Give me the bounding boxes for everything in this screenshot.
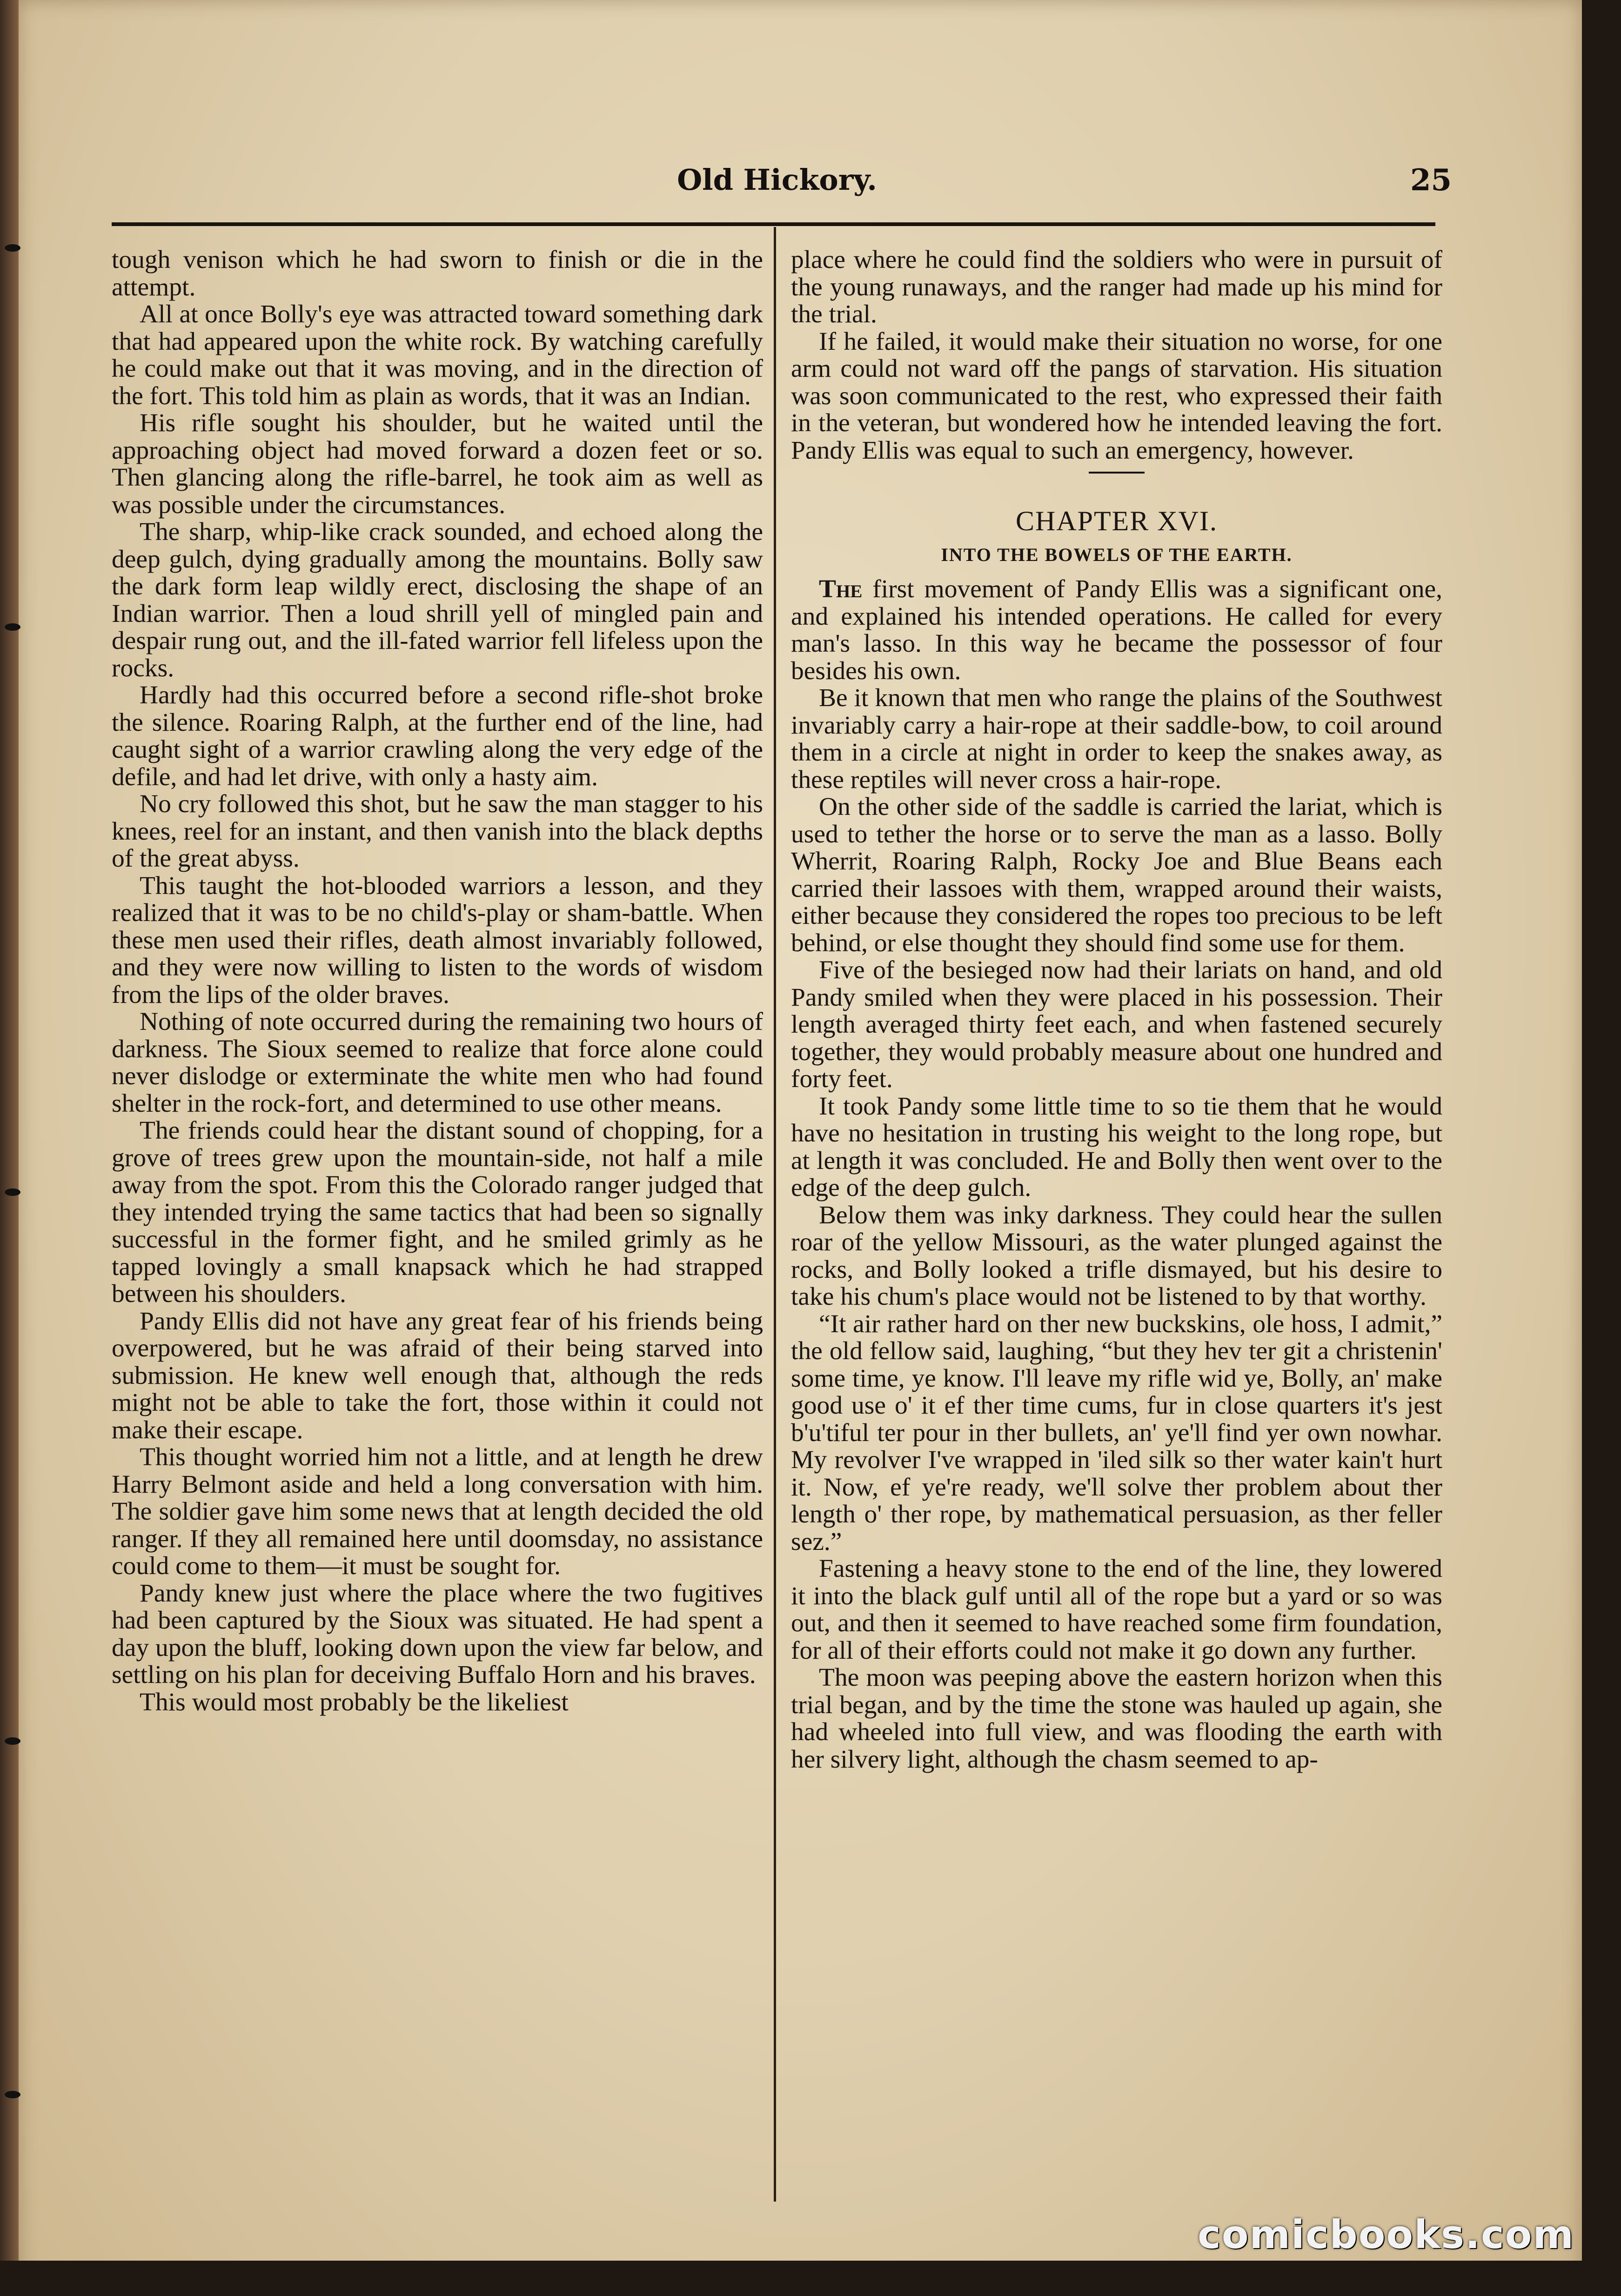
left-column bbox=[112, 247, 763, 2200]
paragraph: Hardly had this occurred before a second rifle-shot broke the silence. Roaring Ralph, at the further end of the line, had caught sight of a warrior crawling along the very edge of the defile, and had let drive, with only a hasty aim. bbox=[112, 681, 763, 791]
paragraph: “It air rather hard on ther new buckskins, ole hoss, I admit,” the old fellow said, laughing, “but they hev ter git a christenin' some time, ye know. I'll leave my rifle wid ye, Bolly, an' make good use o' it ef ther time cums, fur in close quarters it's jest b'u'tiful ter pour in ther bullets, an' ye'll find yer own nowhar. My revolver I've wrapped in 'iled silk so ther water kain't hurt it. Now, ef ye're ready, we'll solve ther problem about ther length o' ther rope, by mathematical persuasion, as ther feller sez.” bbox=[791, 1309, 1442, 1556]
chapter-subtitle: INTO THE BOWELS OF THE EARTH. bbox=[941, 544, 1293, 565]
paragraph: All at once Bolly's eye was attracted toward something dark that had appeared upon the white rock. By watching carefully he could make out that it was moving, and in the direction of the fort. This told him as plain as words, that it was an Indian. bbox=[112, 300, 763, 410]
paragraph: If he failed, it would make their situation no worse, for one arm could not ward off the pangs of starvation. His situation was soon communicated to the rest, who expressed their faith in the veteran, but wondered how he intended leaving the fort. Pandy Ellis was equal to such an emergency, however. bbox=[791, 327, 1442, 465]
right-column-intro bbox=[791, 247, 1442, 464]
paragraph: It took Pandy some little time to so tie them that he would have no hesitation in trusting his weight to the long rope, but at length it was concluded. He and Bolly then went over to the edge of the deep gulch. bbox=[791, 1092, 1442, 1202]
page-number: 25 bbox=[1410, 163, 1452, 198]
staple-mark bbox=[5, 1737, 20, 1745]
paragraph: Be it known that men who range the plains of the Southwest invariably carry a hair-rope at their saddle-bow, to coil around them in a circle at night in order to keep the snakes away, as these reptiles will never cross a hair-rope. bbox=[791, 684, 1442, 794]
paragraph: Five of the besieged now had their lariats on hand, and old Pandy smiled when they were placed in his possession. Their length averaged thirty feet each, and when fastened securely together, they would probably measure about one hundred and forty feet. bbox=[791, 956, 1442, 1093]
right-column bbox=[791, 247, 1442, 2200]
running-title: Old Hickory. bbox=[677, 163, 877, 197]
chapter-first-word: The bbox=[819, 575, 863, 603]
paragraph: place where he could find the soldiers who were in pursuit of the young runaways, and the ranger had made up his mind for the trial. bbox=[791, 247, 1442, 328]
running-header bbox=[107, 163, 1452, 205]
paragraph: Pandy knew just where the place where the two fugitives had been captured by the Sioux was situated. He had spent a day upon the bluff, looking down upon the view far below, and settling on his plan for deceiving Buffalo Horn and his braves. bbox=[112, 1579, 763, 1689]
paragraph: tough venison which he had sworn to finish or die in the attempt. bbox=[112, 247, 763, 301]
staple-mark bbox=[5, 623, 20, 631]
paragraph: The moon was peeping above the eastern horizon when this trial began, and by the time the stone was hauled up again, she had wheeled into full view, and was flooding the earth with her silvery light, although the chasm seemed to ap- bbox=[791, 1663, 1442, 1774]
paragraph: His rifle sought his shoulder, but he waited until the approaching object had moved forward a dozen feet or so. Then glancing along the rifle-barrel, he took aim as well as was possible under the circumstances. bbox=[112, 409, 763, 519]
paragraph: Fastening a heavy stone to the end of the line, they lowered it into the black gulf until all of the rope but a yard or so was out, and then it seemed to have reached some firm foundation, for all of their efforts could not make it go down any further. bbox=[791, 1555, 1442, 1665]
paragraph: This taught the hot-blooded warriors a lesson, and they realized that it was to be no child's-play or sham-battle. When these men used their rifles, death almost invariably followed, and they were now willing to listen to the words of wisdom from the lips of the older braves. bbox=[112, 871, 763, 1009]
staple-mark bbox=[5, 1188, 20, 1196]
staple-mark bbox=[5, 2091, 20, 2098]
paragraph bbox=[791, 576, 1442, 685]
paragraph: Below them was inky darkness. They could hear the sullen roar of the yellow Missouri, as the water plunged against the rocks, and Bolly looked a trifle dismayed, but his desire to take his chum's place would not be listened to by that worthy. bbox=[791, 1201, 1442, 1311]
paragraph: No cry followed this shot, but he saw the man stagger to his knees, reel for an instant, and then vanish into the black depths of the great abyss. bbox=[112, 790, 763, 873]
paragraph: This would most probably be the likeliest bbox=[140, 1688, 569, 1716]
staple-mark bbox=[5, 244, 20, 252]
bottom-edge bbox=[0, 2261, 1621, 2296]
paragraph: On the other side of the saddle is carried the lariat, which is used to tether the horse or to serve the man as a lasso. Bolly Wherrit, Roaring Ralph, Rocky Joe and Blue Beans each carried their lassoes with them, wrapped around their waists, either because they considered the ropes too precious to be left behind, or else thought they should find some use for them. bbox=[791, 793, 1442, 957]
paragraph: Nothing of note occurred during the remaining two hours of darkness. The Sioux seemed to realize that force alone could never dislodge or exterminate the white men who had found shelter in the rock-fort, and determined to use other means. bbox=[112, 1008, 763, 1118]
column-divider bbox=[774, 227, 776, 2202]
right-edge bbox=[1582, 0, 1621, 2296]
header-rule bbox=[112, 222, 1435, 226]
site-watermark: comicbooks.com bbox=[1198, 2212, 1574, 2257]
right-column-body bbox=[791, 685, 1442, 1773]
paragraph: The sharp, whip-like crack sounded, and echoed along the deep gulch, dying gradually among the mountains. Bolly saw the dark form leap wildly erect, disclosing the shape of an Indian warrior. Then a loud shrill yell of mingled pain and despair rung out, and the ill-fated warrior fell lifeless upon the rocks. bbox=[112, 518, 763, 682]
paragraph: This thought worried him not a little, and at length he drew Harry Belmont aside and held a long conversation with him. The soldier gave him some news that at length decided the old ranger. If they all remained here until doomsday, no assistance could come to them—it must be sought for. bbox=[112, 1443, 763, 1580]
chapter-rule bbox=[1089, 472, 1145, 474]
paragraph: The friends could hear the distant sound of chopping, for a grove of trees grew upon the mountain-side, not half a mile away from the spot. From this the Colorado ranger judged that they intended trying the same tactics that had been so signally successful in the former fight, and he smiled grimly as he tapped lovingly a small knapsack which he had strapped between his shoulders. bbox=[112, 1116, 763, 1308]
paragraph-text: first movement of Pandy Ellis was a significant one, and explained his intended operations. He called for every man's lasso. In this way he became the possessor of four besides his own. bbox=[791, 575, 1442, 685]
chapter-title: CHAPTER XVI. bbox=[1015, 506, 1218, 536]
paragraph: Pandy Ellis did not have any great fear of his friends being overpowered, but he was afraid of their being starved into submission. He knew well enough that, although the reds might not be able to take the fort, those within it could not make their escape. bbox=[112, 1307, 763, 1444]
